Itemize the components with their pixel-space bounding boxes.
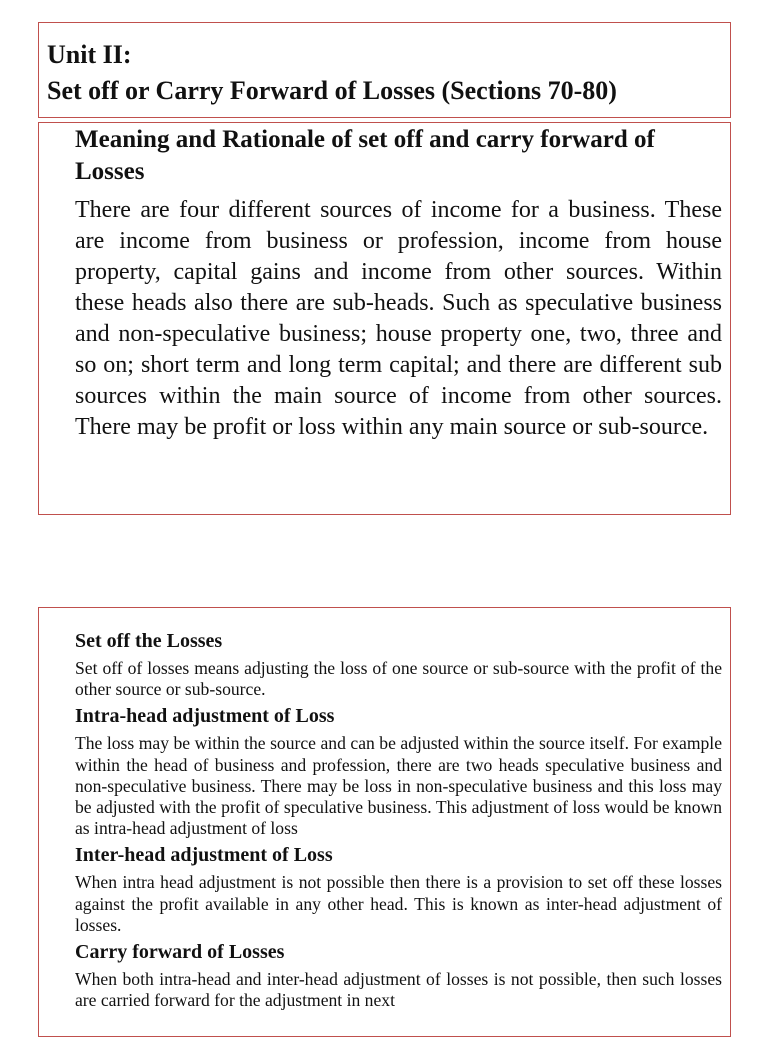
- section-text: When both intra-head and inter-head adjustment of losses is not possible, then such losses are carried forward for the adjustment in next: [75, 969, 722, 1011]
- meaning-slide: [38, 122, 731, 515]
- title-slide: [38, 22, 731, 118]
- section-text: Set off of losses means adjusting the loss of one source or sub-source with the profit of the other source or sub-source.: [75, 658, 722, 700]
- section-text: The loss may be within the source and can be adjusted within the source itself. For example within the head of business and profession, there are two heads speculative business and non-speculative business. There may be loss in non-speculative business and this loss may be adjusted with the profit of speculative business. This adjustment of loss would be known as intra-head adjustment of loss: [75, 733, 722, 839]
- section-heading: Intra-head adjustment of Loss: [75, 705, 335, 728]
- section-heading: Set off the Losses: [75, 630, 223, 652]
- unit-title: Unit II:: [47, 40, 132, 69]
- section-text: When intra head adjustment is not possible then there is a provision to set off these losses against the profit available in any other head. This is known as inter-head adjustment of losses.: [75, 872, 722, 935]
- unit-subtitle: Set off or Carry Forward of Losses (Sections 70-80): [47, 76, 617, 105]
- section-heading: Inter-head adjustment of Loss: [75, 844, 333, 867]
- set-off-slide: [38, 607, 731, 1037]
- section-intra-head: [75, 703, 722, 839]
- meaning-paragraph: There are four different sources of income for a business. These are income from business or profession, income from house property, capital gains and income from other sources. Within these heads also there are sub-heads. Such as speculative business and non-speculative business; house property one, two, three and so on; short term and long term capital; and there are different sub sources within the main source of income from other sources. There may be profit or loss within any main source or sub-source.: [75, 197, 722, 440]
- section-carry-forward: [75, 939, 722, 1011]
- section-set-off: [75, 628, 722, 700]
- section-inter-head: [75, 842, 722, 936]
- meaning-heading: Meaning and Rationale of set off and carry forward of Losses: [75, 126, 655, 185]
- section-heading: Carry forward of Losses: [75, 941, 285, 964]
